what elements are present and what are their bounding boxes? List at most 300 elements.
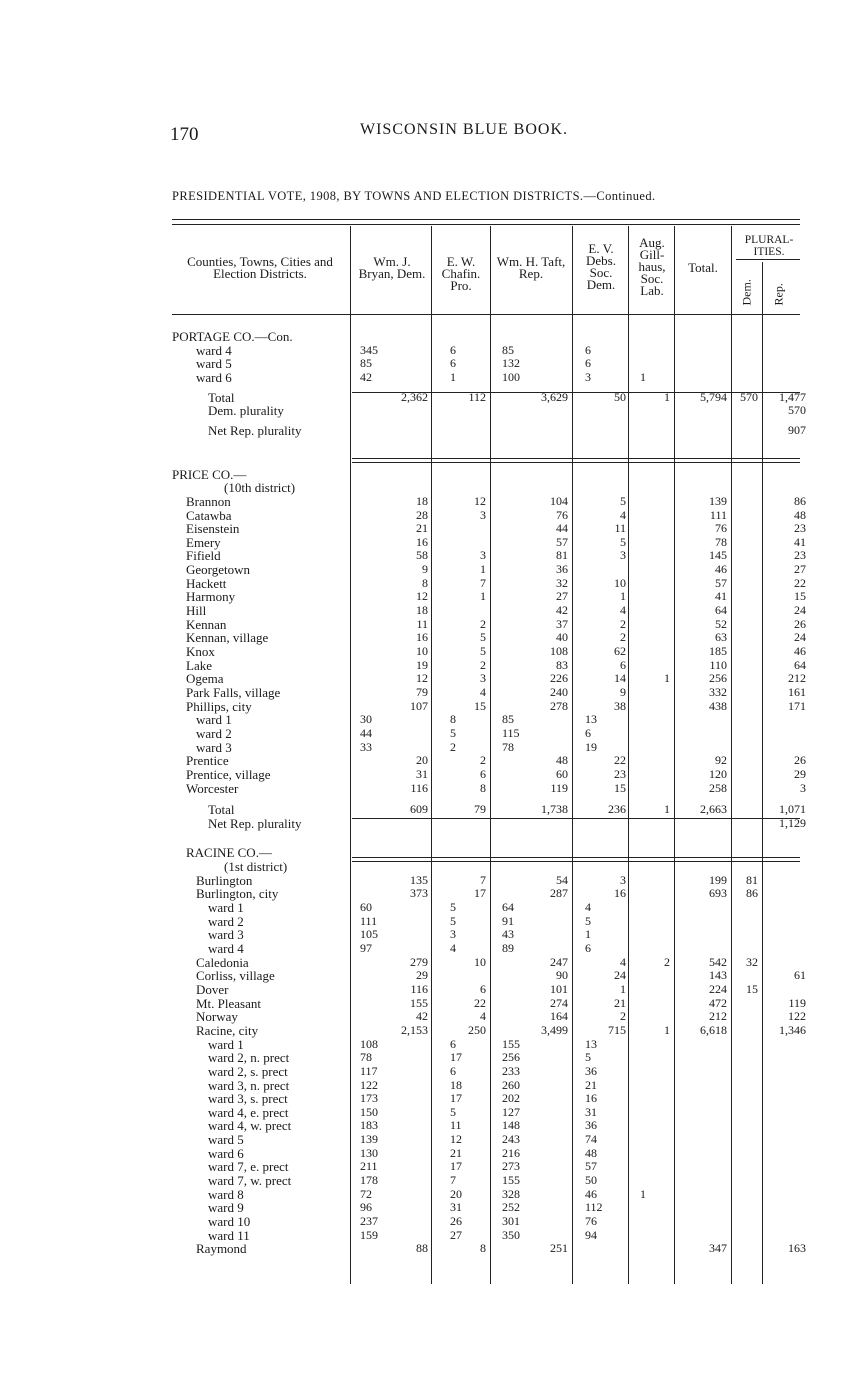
cell-rep: 122 [788, 1009, 806, 1024]
cell-rep: 48 [794, 507, 806, 522]
cell-rep: 23 [794, 548, 806, 563]
cell-taft: 155 [502, 1036, 520, 1051]
cell-taft: 44 [556, 521, 568, 536]
cell-bryan: 150 [360, 1104, 378, 1119]
cell-debs: 74 [585, 1132, 597, 1147]
cell-chafin: 2 [480, 657, 486, 672]
col-rule-5 [628, 226, 629, 1284]
cell-debs: 6 [585, 941, 591, 955]
cell-bryan: 117 [360, 1063, 378, 1078]
cell-taft: 85 [502, 342, 514, 357]
cell-chafin: 21 [450, 1145, 462, 1160]
cell-total: 256 [709, 671, 727, 686]
cell-taft: 216 [502, 1145, 520, 1160]
cell-chafin: 3 [480, 548, 486, 563]
cell-total: 63 [715, 630, 727, 645]
cell-rep: 1,129 [779, 815, 806, 830]
cell-gill: 1 [664, 1022, 670, 1037]
cell-taft: 40 [556, 630, 568, 645]
cell-gill: 1 [640, 1186, 646, 1201]
cell-taft: 251 [550, 1241, 568, 1256]
row-label: Net Rep. plurality [208, 815, 302, 831]
cell-bryan: 173 [360, 1091, 378, 1106]
cell-total: 139 [709, 493, 727, 508]
cell-bryan: 122 [360, 1077, 378, 1092]
cell-total: 693 [709, 886, 727, 901]
col-rule-1 [350, 226, 351, 1284]
cell-taft: 48 [556, 753, 568, 768]
row-label: Dover [196, 981, 229, 997]
cell-taft: 278 [550, 698, 568, 713]
col-head-chafin: E. W. Chafin. Pro. [441, 254, 481, 293]
cell-chafin: 6 [450, 1036, 456, 1051]
row-label: Brannon [186, 493, 231, 509]
cell-gill: 2 [664, 954, 670, 969]
cell-total: 41 [715, 589, 727, 604]
cell-taft: 164 [550, 1009, 568, 1024]
cell-chafin: 4 [450, 941, 456, 955]
cell-taft: 42 [556, 603, 568, 618]
cell-chafin: 5 [450, 1104, 456, 1119]
cell-debs: 236 [608, 802, 626, 817]
row-label: PRICE CO.— [172, 466, 247, 482]
cell-debs: 23 [614, 766, 626, 781]
cell-bryan: 30 [360, 712, 372, 727]
cell-dem: 15 [746, 981, 758, 996]
cell-gill: 1 [640, 369, 646, 384]
cell-debs: 19 [585, 739, 597, 754]
row-label: Total [208, 389, 235, 405]
cell-total: 143 [709, 968, 727, 983]
cell-debs: 48 [585, 1145, 597, 1160]
cell-taft: 32 [556, 575, 568, 590]
row-label: Racine, city [196, 1022, 259, 1038]
header-rule-top [172, 219, 800, 220]
cell-bryan: 18 [416, 603, 428, 618]
header-rule-top-2 [172, 224, 800, 225]
cell-dem: 32 [746, 954, 758, 969]
row-label: Mt. Pleasant [196, 995, 261, 1011]
cell-chafin: 2 [480, 753, 486, 768]
cell-rep: 3 [800, 780, 806, 795]
cell-total: 258 [709, 780, 727, 795]
col-head-total: Total. [688, 260, 718, 275]
cell-taft: 273 [502, 1159, 520, 1174]
row-label: ward 2, n. prect [208, 1050, 290, 1066]
cell-taft: 83 [556, 657, 568, 672]
row-label: ward 1 [208, 1036, 244, 1052]
row-label: ward 5 [196, 356, 232, 372]
cell-bryan: 237 [360, 1214, 378, 1228]
cell-bryan: 21 [416, 521, 428, 536]
cell-taft: 260 [502, 1077, 520, 1092]
price-end-rule-1 [352, 857, 800, 858]
cell-taft: 91 [502, 913, 514, 928]
cell-rep: 27 [794, 562, 806, 577]
cell-bryan: 31 [416, 766, 428, 781]
cell-bryan: 2,362 [401, 389, 428, 404]
col-head-gillhaus: Aug. Gill- haus, Soc. Lab. [638, 235, 666, 298]
cell-debs: 3 [620, 548, 626, 563]
cell-gill: 1 [664, 389, 670, 404]
cell-total: 110 [709, 657, 727, 672]
cell-chafin: 2 [480, 616, 486, 631]
cell-debs: 14 [614, 671, 626, 686]
row-label: ward 7, e. prect [208, 1159, 289, 1175]
row-label: ward 3, n. prect [208, 1077, 290, 1093]
cell-taft: 132 [502, 356, 520, 371]
cell-taft: 85 [502, 712, 514, 727]
cell-bryan: 2,153 [401, 1022, 428, 1037]
cell-debs: 3 [585, 369, 591, 384]
cell-bryan: 85 [360, 356, 372, 371]
cell-bryan: 42 [360, 369, 372, 384]
cell-debs: 6 [620, 657, 626, 672]
cell-taft: 148 [502, 1118, 520, 1133]
cell-rep: 570 [788, 403, 806, 418]
pluralities-rule [736, 259, 800, 260]
cell-debs: 21 [614, 995, 626, 1010]
cell-taft: 78 [502, 739, 514, 754]
cell-debs: 5 [620, 534, 626, 549]
cell-chafin: 17 [450, 1159, 462, 1174]
row-label: Dem. plurality [208, 403, 284, 419]
cell-debs: 5 [620, 493, 626, 508]
row-label: ward 2, s. prect [208, 1063, 288, 1079]
cell-chafin: 6 [480, 766, 486, 781]
cell-chafin: 1 [480, 562, 486, 577]
cell-taft: 252 [502, 1200, 520, 1215]
cell-chafin: 6 [450, 342, 456, 357]
col-rule-3 [490, 226, 491, 1284]
cell-taft: 115 [502, 725, 520, 740]
row-label: Phillips, city [186, 698, 252, 714]
cell-total: 212 [709, 1009, 727, 1024]
cell-debs: 10 [614, 575, 626, 590]
row-label: Raymond [196, 1241, 247, 1257]
cell-gill: 1 [664, 802, 670, 817]
cell-rep: 171 [788, 698, 806, 713]
row-label: Prentice, village [186, 766, 271, 782]
cell-chafin: 12 [450, 1132, 462, 1147]
col-head-counties: Counties, Towns, Cities and Election Districts. [187, 254, 333, 281]
cell-bryan: 42 [416, 1009, 428, 1024]
col-head-rep: Rep. [771, 283, 786, 306]
cell-taft: 274 [550, 995, 568, 1010]
row-label: ward 3, s. prect [208, 1091, 288, 1107]
cell-rep: 24 [794, 630, 806, 645]
cell-chafin: 4 [480, 1009, 486, 1024]
cell-bryan: 211 [360, 1159, 378, 1174]
cell-bryan: 79 [416, 684, 428, 699]
cell-taft: 3,499 [541, 1022, 568, 1037]
cell-bryan: 116 [410, 981, 428, 996]
cell-taft: 90 [556, 968, 568, 983]
cell-rep: 22 [794, 575, 806, 590]
cell-taft: 247 [550, 954, 568, 969]
cell-rep: 1,477 [779, 389, 806, 404]
col-head-debs: E. V. Debs. Soc. Dem. [586, 241, 616, 292]
row-label: Prentice [186, 753, 229, 769]
cell-debs: 3 [620, 872, 626, 887]
cell-taft: 243 [502, 1132, 520, 1147]
cell-bryan: 18 [416, 493, 428, 508]
cell-taft: 127 [502, 1104, 520, 1119]
cell-bryan: 78 [360, 1050, 372, 1065]
cell-rep: 46 [794, 644, 806, 658]
cell-chafin: 3 [450, 927, 456, 942]
row-label: Total [208, 802, 235, 818]
row-label: (1st district) [224, 859, 288, 875]
cell-chafin: 17 [474, 886, 486, 901]
cell-rep: 41 [794, 534, 806, 549]
row-label: ward 6 [208, 1145, 244, 1161]
col-head-taft: Wm. H. Taft, Rep. [496, 254, 566, 281]
cell-bryan: 159 [360, 1227, 378, 1242]
cell-chafin: 8 [450, 712, 456, 727]
cell-dem: 81 [746, 872, 758, 887]
cell-chafin: 6 [450, 1063, 456, 1078]
cell-chafin: 27 [450, 1227, 462, 1242]
cell-bryan: 609 [410, 802, 428, 817]
row-label: Burlington [196, 872, 253, 888]
cell-chafin: 18 [450, 1077, 462, 1092]
cell-debs: 4 [620, 603, 626, 618]
cell-chafin: 10 [474, 954, 486, 969]
row-label: ward 11 [208, 1227, 250, 1243]
cell-rep: 86 [794, 493, 806, 508]
row-label: Knox [186, 644, 215, 659]
cell-chafin: 7 [450, 1173, 456, 1188]
cell-taft: 108 [550, 644, 568, 658]
cell-debs: 1 [585, 927, 591, 942]
cell-bryan: 107 [410, 698, 428, 713]
col-rule-2 [431, 226, 432, 1284]
row-label: ward 4 [196, 342, 232, 358]
cell-dem: 86 [746, 886, 758, 901]
cell-rep: 64 [794, 657, 806, 672]
cell-bryan: 60 [360, 900, 372, 915]
cell-debs: 6 [585, 342, 591, 357]
cell-debs: 62 [614, 644, 626, 658]
cell-total: 6,618 [700, 1022, 727, 1037]
cell-taft: 233 [502, 1063, 520, 1078]
cell-debs: 4 [620, 954, 626, 969]
cell-bryan: 16 [416, 630, 428, 645]
row-label: ward 7, w. prect [208, 1173, 292, 1189]
cell-rep: 212 [788, 671, 806, 686]
row-label: ward 1 [196, 712, 232, 728]
cell-chafin: 6 [450, 356, 456, 371]
cell-taft: 89 [502, 941, 514, 955]
cell-chafin: 31 [450, 1200, 462, 1215]
row-label: Kennan [186, 616, 227, 632]
cell-bryan: 11 [416, 616, 428, 631]
row-label: ward 2 [196, 725, 232, 741]
cell-chafin: 3 [480, 507, 486, 522]
cell-total: 92 [715, 753, 727, 768]
cell-debs: 112 [585, 1200, 603, 1215]
cell-chafin: 250 [468, 1022, 486, 1037]
cell-debs: 6 [585, 725, 591, 740]
col-head-pluralities: PLURAL- ITIES. [744, 234, 794, 258]
row-label: Ogema [186, 671, 224, 687]
cell-total: 224 [709, 981, 727, 996]
cell-bryan: 108 [360, 1036, 378, 1051]
cell-taft: 226 [550, 671, 568, 686]
cell-rep: 26 [794, 753, 806, 768]
cell-debs: 22 [614, 753, 626, 768]
row-label: ward 5 [208, 1132, 244, 1148]
row-label: ward 9 [208, 1200, 244, 1216]
running-head: WISCONSIN BLUE BOOK. [360, 121, 568, 138]
cell-bryan: 105 [360, 927, 378, 942]
cell-total: 199 [709, 872, 727, 887]
cell-taft: 43 [502, 927, 514, 942]
page-number: 170 [170, 124, 199, 145]
portage-end-rule-1 [352, 458, 800, 459]
cell-chafin: 17 [450, 1091, 462, 1106]
col-rule-7 [731, 226, 732, 1284]
cell-bryan: 279 [410, 954, 428, 969]
row-label: (10th district) [224, 480, 296, 496]
cell-total: 472 [709, 995, 727, 1010]
row-label: ward 2 [208, 913, 244, 929]
cell-debs: 715 [608, 1022, 626, 1037]
cell-bryan: 12 [416, 671, 428, 686]
cell-taft: 287 [550, 886, 568, 901]
cell-chafin: 26 [450, 1214, 462, 1228]
cell-debs: 15 [614, 780, 626, 795]
price-end-rule-2 [352, 861, 800, 862]
cell-total: 111 [709, 507, 727, 522]
cell-bryan: 139 [360, 1132, 378, 1147]
cell-bryan: 97 [360, 941, 372, 955]
cell-debs: 50 [614, 389, 626, 404]
row-label: PORTAGE CO.—Con. [172, 329, 293, 344]
row-label: Eisenstein [186, 521, 240, 537]
cell-total: 2,663 [700, 802, 727, 817]
cell-bryan: 88 [416, 1241, 428, 1256]
cell-rep: 163 [788, 1241, 806, 1256]
cell-debs: 24 [614, 968, 626, 983]
cell-taft: 155 [502, 1173, 520, 1188]
row-label: RACINE CO.— [186, 845, 272, 861]
cell-debs: 94 [585, 1227, 597, 1242]
cell-chafin: 112 [468, 389, 486, 404]
cell-bryan: 345 [360, 342, 378, 357]
cell-taft: 3,629 [541, 389, 568, 404]
portage-end-rule-2 [352, 462, 800, 463]
cell-taft: 60 [556, 766, 568, 781]
cell-total: 185 [709, 644, 727, 658]
cell-chafin: 5 [480, 644, 486, 658]
cell-bryan: 183 [360, 1118, 378, 1133]
cell-taft: 37 [556, 616, 568, 631]
cell-taft: 36 [556, 562, 568, 577]
cell-chafin: 6 [480, 981, 486, 996]
cell-bryan: 72 [360, 1186, 372, 1201]
col-head-dem: Dem. [739, 279, 754, 306]
cell-taft: 328 [502, 1186, 520, 1201]
row-label: Catawba [186, 507, 232, 523]
cell-chafin: 8 [480, 780, 486, 795]
cell-bryan: 10 [416, 644, 428, 658]
header-rule-bottom [172, 314, 800, 315]
cell-total: 76 [715, 521, 727, 536]
row-label: ward 4, e. prect [208, 1104, 289, 1120]
cell-total: 78 [715, 534, 727, 549]
cell-rep: 26 [794, 616, 806, 631]
row-label: Hill [186, 603, 207, 619]
cell-chafin: 7 [480, 872, 486, 887]
cell-taft: 104 [550, 493, 568, 508]
cell-chafin: 4 [480, 684, 486, 699]
row-label: Worcester [186, 780, 239, 796]
cell-debs: 4 [620, 507, 626, 522]
cell-total: 347 [709, 1241, 727, 1256]
cell-debs: 57 [585, 1159, 597, 1174]
cell-total: 120 [709, 766, 727, 781]
row-label: ward 1 [208, 900, 244, 916]
cell-bryan: 8 [422, 575, 428, 590]
cell-debs: 36 [585, 1063, 597, 1078]
cell-debs: 13 [585, 712, 597, 727]
cell-bryan: 96 [360, 1200, 372, 1215]
cell-rep: 119 [788, 995, 806, 1010]
cell-taft: 240 [550, 684, 568, 699]
row-label: Burlington, city [196, 886, 279, 902]
cell-rep: 161 [788, 684, 806, 699]
cell-chafin: 3 [480, 671, 486, 686]
cell-total: 542 [709, 954, 727, 969]
cell-debs: 6 [585, 356, 591, 371]
cell-bryan: 20 [416, 753, 428, 768]
cell-debs: 5 [585, 1050, 591, 1065]
cell-rep: 23 [794, 521, 806, 536]
cell-debs: 13 [585, 1036, 597, 1051]
cell-taft: 350 [502, 1227, 520, 1242]
cell-gill: 1 [664, 671, 670, 686]
cell-total: 332 [709, 684, 727, 699]
row-label: Hackett [186, 575, 227, 591]
cell-taft: 54 [556, 872, 568, 887]
row-label: ward 3 [208, 927, 244, 943]
row-label: Park Falls, village [186, 684, 281, 700]
cell-chafin: 5 [450, 900, 456, 915]
cell-bryan: 29 [416, 968, 428, 983]
cell-total: 64 [715, 603, 727, 618]
price-total-rule [352, 818, 800, 819]
cell-taft: 119 [550, 780, 568, 795]
cell-chafin: 12 [474, 493, 486, 508]
cell-bryan: 33 [360, 739, 372, 754]
cell-rep: 24 [794, 603, 806, 618]
cell-chafin: 5 [480, 630, 486, 645]
cell-debs: 31 [585, 1104, 597, 1119]
cell-bryan: 373 [410, 886, 428, 901]
cell-total: 57 [715, 575, 727, 590]
cell-debs: 16 [614, 886, 626, 901]
cell-chafin: 1 [450, 369, 456, 384]
cell-chafin: 7 [480, 575, 486, 590]
cell-debs: 2 [620, 616, 626, 631]
cell-taft: 202 [502, 1091, 520, 1106]
cell-chafin: 17 [450, 1050, 462, 1065]
row-label: Georgetown [186, 562, 251, 578]
cell-bryan: 19 [416, 657, 428, 672]
cell-debs: 50 [585, 1173, 597, 1188]
